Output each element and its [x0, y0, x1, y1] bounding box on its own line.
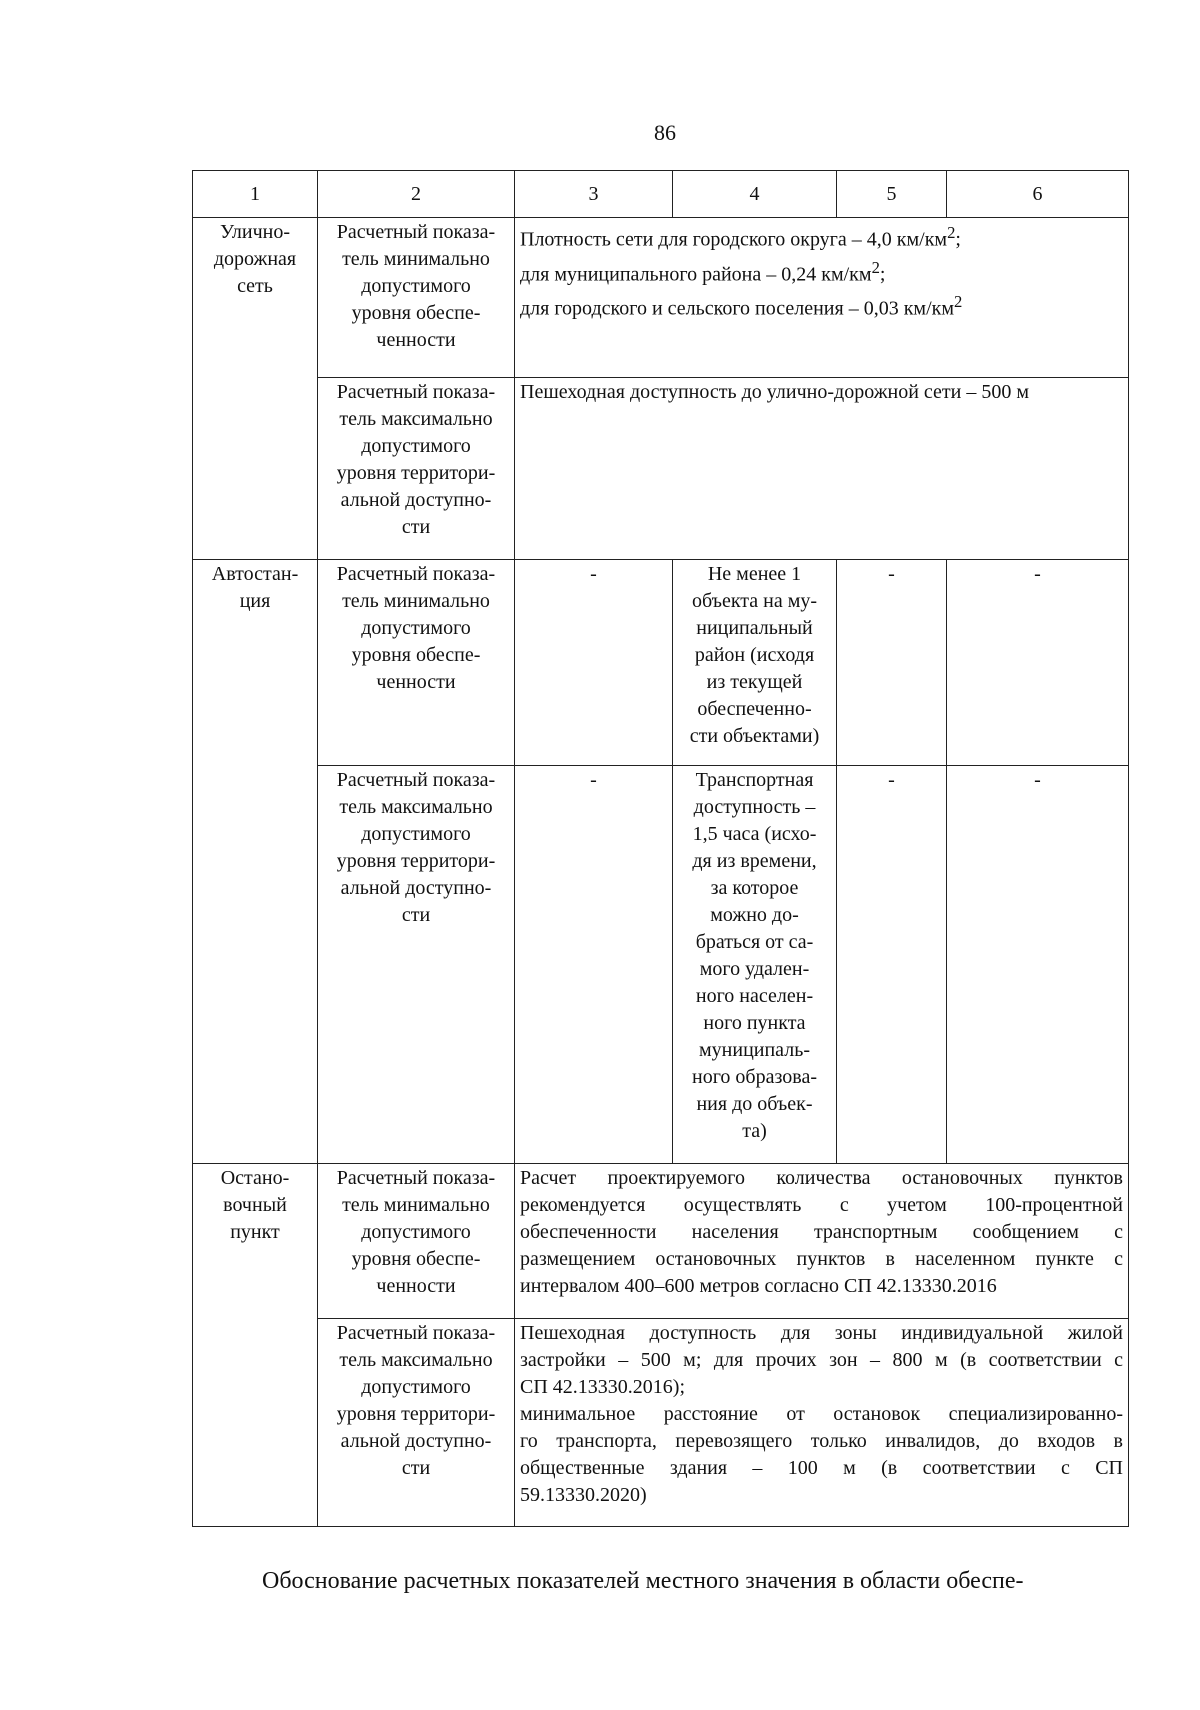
table-row [193, 1319, 1129, 1527]
table-row [193, 378, 1129, 560]
column-header-3: 3 [515, 171, 673, 218]
merged-value-cell: Плотность сети для городского округа – 4,0 $км/км^2$; для муниципального района – 0,24 $км/км^2$; для городского и сельского поселения – 0,03 $км/км^2$ [515, 218, 1129, 378]
table-row [193, 560, 1129, 766]
indicator-cell: Расчетный показа- тель минимально допустимого уровня обеспе- ченности [318, 218, 515, 378]
indicator-cell: Расчетный показа- тель максимально допустимого уровня территори- альной доступно- сти [318, 378, 515, 560]
section-name-road-network: Улично- дорожная сеть [193, 218, 318, 560]
table-row [193, 1164, 1129, 1319]
column-header-4: 4 [673, 171, 837, 218]
value-cell-col4: Не менее 1 объекта на му- ниципальный район (исходя из текущей обеспеченно- сти объектами) [673, 560, 837, 766]
value-cell-col5: - [837, 560, 947, 766]
table-header-row [193, 171, 1129, 218]
section-name-bus-stop: Остано- вочный пункт [193, 1164, 318, 1527]
merged-value-cell: Расчет проектируемого количества остановочных пунктов рекомендуется осуществлять с учетом 100-процентной обеспеченности населения транспортным сообщением с размещением остановочных пунктов в населенном пункте с интервалом 400–600 метров согласно СП 42.13330.2016 [515, 1164, 1129, 1319]
value-cell-col4: Транспортная доступность – 1,5 часа (исхо- дя из времени, за которое можно до- браться от са- мого удален- ного населен- ного пункта муниципаль- ного образова- ния до объек- та) [673, 766, 837, 1164]
value-cell-col3: - [515, 766, 673, 1164]
value-cell-col6: - [947, 766, 1129, 1164]
merged-value-cell: Пешеходная доступность до улично-дорожной сети – 500 м [515, 378, 1129, 560]
continuation-paragraph: Обоснование расчетных показателей местного значения в области обеспе- [262, 1568, 1024, 1594]
page-number: 86 [654, 120, 676, 145]
merged-value-cell: Пешеходная доступность для зоны индивидуальной жилой застройки – 500 м; для прочих зон – 800 м (в соответствии с СП 42.13330.2016); минимальное расстояние от остановок специализированно- го транспорта, перевозящего только инвалидов, до входов в общественные здания – 100 м (в соответствии с СП 59.13330.2020) [515, 1319, 1129, 1527]
column-header-2: 2 [318, 171, 515, 218]
value-cell-col3: - [515, 560, 673, 766]
column-header-1: 1 [193, 171, 318, 218]
value-cell-col6: - [947, 560, 1129, 766]
indicator-cell: Расчетный показа- тель минимально допустимого уровня обеспе- ченности [318, 1164, 515, 1319]
indicator-cell: Расчетный показа- тель максимально допустимого уровня территори- альной доступно- сти [318, 1319, 515, 1527]
table-row [193, 218, 1129, 378]
section-name-bus-station: Автостан- ция [193, 560, 318, 1164]
indicator-cell: Расчетный показа- тель максимально допустимого уровня территори- альной доступно- сти [318, 766, 515, 1164]
standards-table [192, 170, 1129, 1527]
indicator-cell: Расчетный показа- тель минимально допустимого уровня обеспе- ченности [318, 560, 515, 766]
column-header-5: 5 [837, 171, 947, 218]
column-header-6: 6 [947, 171, 1129, 218]
table-row [193, 766, 1129, 1164]
value-cell-col5: - [837, 766, 947, 1164]
